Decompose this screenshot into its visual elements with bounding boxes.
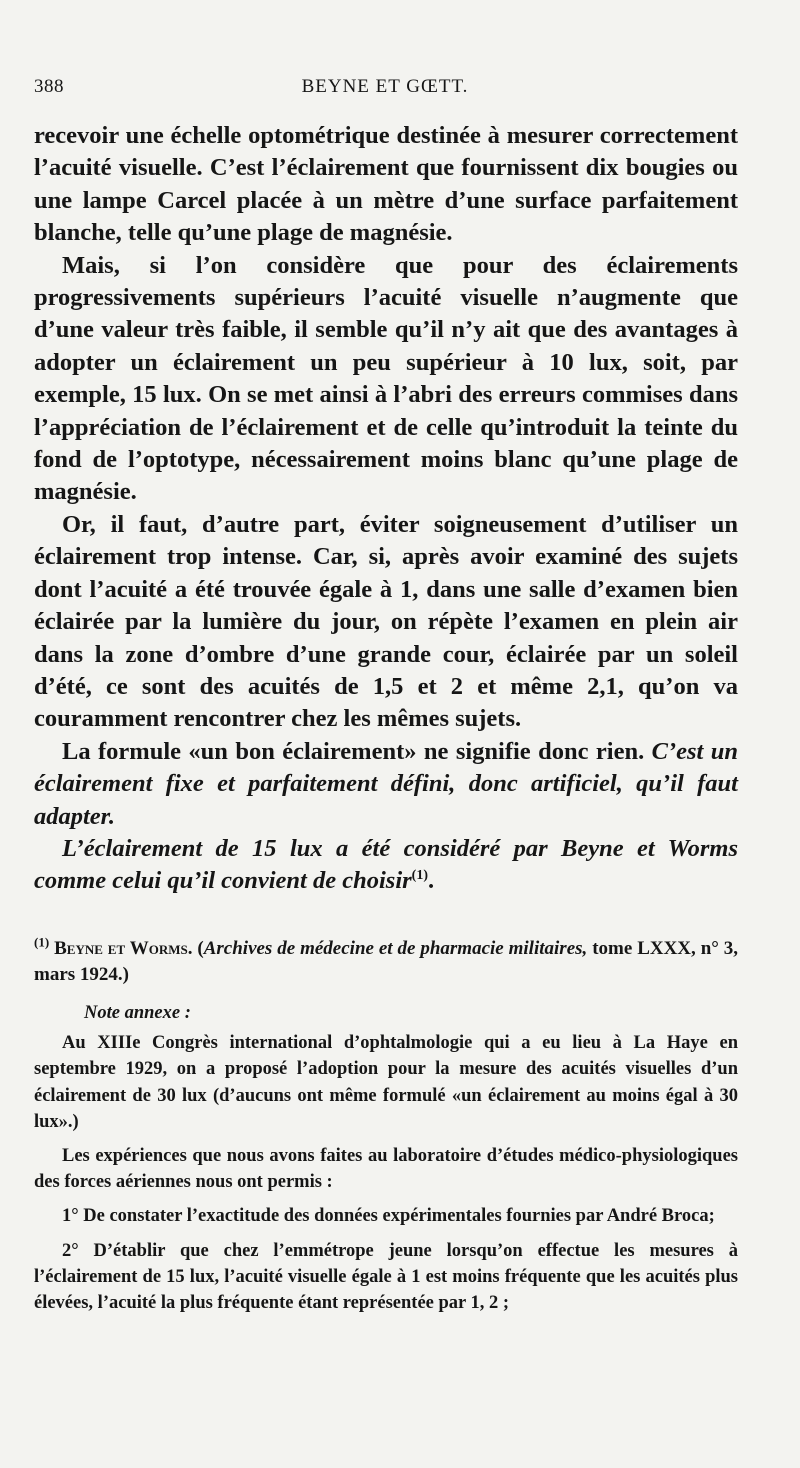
footnote-call: (1) [411,868,428,884]
footnote-reference: tome LXXX, n° 3, mars 1924.) [34,938,739,985]
paragraph-4-regular: La formule «un bon éclairement» ne signifie donc rien. [62,737,645,765]
annex-paragraph-1: Au XIIIe Congrès international d’ophtalmologie qui a eu lieu à La Haye en septembre 1929, on a proposé l’adoption pour la mesure des acuités visuelles d’un éclairement de 30 lux (d’aucuns ont même formulé «un éclairement au moins égal à 30 lux».) [34,1033,738,1132]
running-title: BEYNE ET GŒTT. [301,76,469,97]
paragraph-1: recevoir une échelle optométrique destinée à mesurer correctement l’acuité visuelle. C’est l’éclairement que fournissent dix bougies ou une lampe Carcel placée à un mètre d’une surface parfaitement blanche, telle qu’une plage de magnésie. [34,122,738,247]
page-header [34,76,736,106]
annex-note [34,1000,738,1316]
footnote-journal-open: ( [197,938,204,959]
footnote-text [34,936,738,987]
paragraph-5-italic: L’éclairement de 15 lux a été considéré par Beyne et Worms comme celui qu’il convient de choisir [34,834,738,895]
main-text [34,120,738,898]
paragraph-2: Mais, si l’on considère que pour des éclairements progressivements supérieurs l’acuité visuelle n’augmente que d’une valeur très faible, il semble qu’il n’y ait que des avantages à adopter un éclairement un peu supérieur à 10 lux, soit, par exemple, 15 lux. On se met ainsi à l’abri des erreurs commises dans l’appréciation de l’éclairement et de celle qu’introduit la teinte du fond de l’optotype, nécessairement moins blanc qu’une plage de magnésie. [34,251,738,506]
annex-paragraph-4: 2° D’établir que chez l’emmétrope jeune lorsqu’on effectue les mesures à l’éclairement de 15 lux, l’acuité visuelle égale à 1 est moins fréquente que les acuités plus élevées, l’acuité la plus fréquente étant représentée par 1, 2 ; [34,1240,738,1314]
footnote-journal: Archives de médecine et de pharmacie militaires, [203,938,588,959]
footnote-mark: (1) [34,934,50,950]
paragraph-4-italic: C’est un éclairement fixe et parfaitement défini, donc artificiel, qu’il faut adapter. [34,737,739,830]
paragraph-5-end: . [428,867,435,895]
page-number: 388 [34,76,64,97]
footnote [34,936,738,987]
paragraph-5 [34,833,738,898]
annex-label: Note annexe : [84,1003,191,1023]
annex-paragraph-2: Les expériences que nous avons faites au laboratoire d’études médico-physiologiques des forces aériennes nous ont permis : [34,1146,738,1193]
annex-paragraph-3: 1° De constater l’exactitude des données expérimentales fournies par André Broca; [62,1206,715,1227]
paragraph-3: Or, il faut, d’autre part, éviter soigneusement d’utiliser un éclairement trop intense. Car, si, après avoir examiné des sujets dont l’acuité a été trouvée égale à 1, dans une salle d’examen bien éclairée par la lumière du jour, on répète l’examen en plein air dans la zone d’ombre d’une grande cour, éclairée par un soleil d’été, ce sont des acuités de 1,5 et 2 et même 2,1, qu’on va couramment rencontrer chez les mêmes sujets. [34,510,738,733]
footnote-authors: Beyne et Worms. [54,938,193,959]
paragraph-4 [34,736,738,833]
